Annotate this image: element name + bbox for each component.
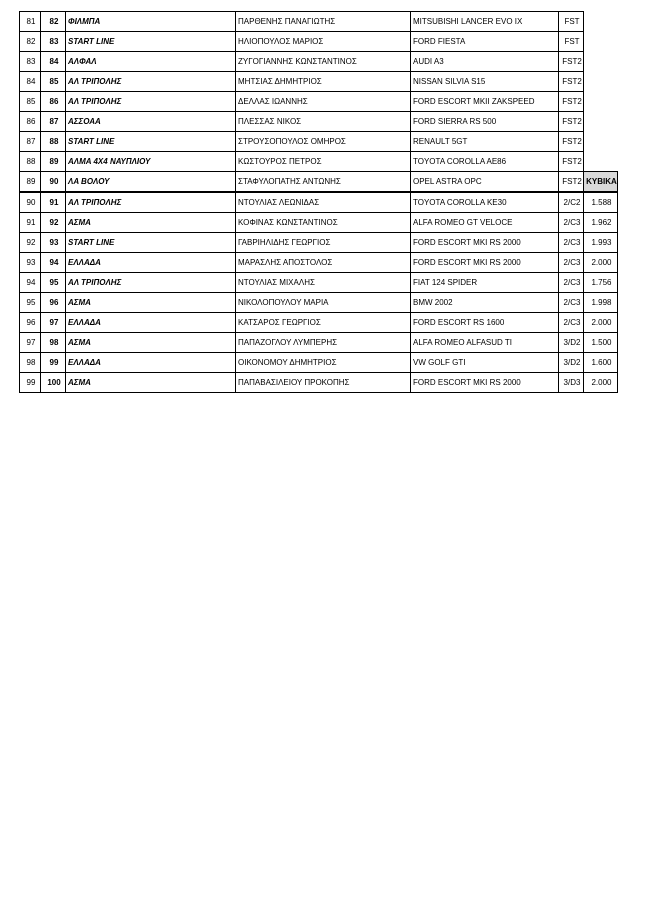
empty-cell xyxy=(584,152,618,172)
driver-name-cell: ΚΩΣΤΟΥΡΟΣ ΠΕΤΡΟΣ xyxy=(236,152,411,172)
empty-cell xyxy=(584,92,618,112)
driver-name-cell: ΗΛΙΟΠΟΥΛΟΣ ΜΑΡΙΟΣ xyxy=(236,32,411,52)
club-name-cell: ΑΛ ΤΡΙΠΟΛΗΣ xyxy=(66,192,236,213)
car-model-cell: RENAULT 5GT xyxy=(411,132,559,152)
row-index-cell: 93 xyxy=(20,253,41,273)
row-index-cell: 84 xyxy=(20,72,41,92)
row-index-cell: 97 xyxy=(20,333,41,353)
row-index-cell: 94 xyxy=(20,273,41,293)
race-number-cell: 96 xyxy=(41,293,66,313)
empty-cell xyxy=(584,112,618,132)
car-model-cell: ALFA ROMEO ALFASUD TI xyxy=(411,333,559,353)
club-name-cell: ΑΛ ΤΡΙΠΟΛΗΣ xyxy=(66,92,236,112)
engine-cc-cell: 1.588 xyxy=(584,192,618,213)
entry-list-body xyxy=(20,12,618,393)
car-class-cell: 2/C3 xyxy=(559,313,584,333)
car-model-cell: FORD ESCORT RS 1600 xyxy=(411,313,559,333)
car-model-cell: TOYOTA COROLLA KE30 xyxy=(411,192,559,213)
row-index-cell: 83 xyxy=(20,52,41,72)
table-row xyxy=(20,192,618,213)
race-number-cell: 99 xyxy=(41,353,66,373)
car-model-cell: NISSAN SILVIA S15 xyxy=(411,72,559,92)
row-index-cell: 92 xyxy=(20,233,41,253)
engine-cc-cell: 2.000 xyxy=(584,373,618,393)
race-number-cell: 87 xyxy=(41,112,66,132)
club-name-cell: ΑΣΣΟΑΑ xyxy=(66,112,236,132)
race-number-cell: 84 xyxy=(41,52,66,72)
engine-cc-cell: 1.998 xyxy=(584,293,618,313)
table-row xyxy=(20,132,618,152)
car-class-cell: 2/C3 xyxy=(559,293,584,313)
car-class-cell: 2/C3 xyxy=(559,213,584,233)
car-class-cell: 2/C3 xyxy=(559,233,584,253)
club-name-cell: ΑΣΜΑ xyxy=(66,333,236,353)
table-row xyxy=(20,172,618,193)
car-model-cell: FIAT 124 SPIDER xyxy=(411,273,559,293)
car-model-cell: TOYOTA COROLLA AE86 xyxy=(411,152,559,172)
row-index-cell: 95 xyxy=(20,293,41,313)
car-model-cell: FORD ESCORT MKI RS 2000 xyxy=(411,373,559,393)
club-name-cell: ΑΣΜΑ xyxy=(66,373,236,393)
empty-cell xyxy=(584,12,618,32)
table-row xyxy=(20,12,618,32)
table-row xyxy=(20,253,618,273)
empty-cell xyxy=(584,132,618,152)
row-index-cell: 90 xyxy=(20,192,41,213)
empty-cell xyxy=(584,72,618,92)
table-row xyxy=(20,233,618,253)
driver-name-cell: ΝΤΟΥΛΙΑΣ ΛΕΩΝΙΔΑΣ xyxy=(236,192,411,213)
row-index-cell: 82 xyxy=(20,32,41,52)
car-model-cell: ALFA ROMEO GT VELOCE xyxy=(411,213,559,233)
club-name-cell: ΕΛΛΑΔΑ xyxy=(66,253,236,273)
row-index-cell: 88 xyxy=(20,152,41,172)
driver-name-cell: ΜΑΡΑΣΛΗΣ ΑΠΟΣΤΟΛΟΣ xyxy=(236,253,411,273)
car-class-cell: FST2 xyxy=(559,112,584,132)
table-row xyxy=(20,373,618,393)
car-class-cell: 2/C3 xyxy=(559,253,584,273)
club-name-cell: START LINE xyxy=(66,32,236,52)
driver-name-cell: ΟΙΚΟΝΟΜΟΥ ΔΗΜΗΤΡΙΟΣ xyxy=(236,353,411,373)
car-model-cell: BMW 2002 xyxy=(411,293,559,313)
driver-name-cell: ΠΑΠΑΖΟΓΛΟΥ ΛΥΜΠΕΡΗΣ xyxy=(236,333,411,353)
row-index-cell: 99 xyxy=(20,373,41,393)
car-model-cell: FORD SIERRA RS 500 xyxy=(411,112,559,132)
car-model-cell: OPEL ASTRA OPC xyxy=(411,172,559,193)
driver-name-cell: ΚΑΤΣΑΡΟΣ ΓΕΩΡΓΙΟΣ xyxy=(236,313,411,333)
club-name-cell: ΑΛΜΑ 4Χ4 ΝΑΥΠΛΙΟΥ xyxy=(66,152,236,172)
club-name-cell: ΑΛ ΤΡΙΠΟΛΗΣ xyxy=(66,72,236,92)
race-number-cell: 88 xyxy=(41,132,66,152)
race-number-cell: 97 xyxy=(41,313,66,333)
table-row xyxy=(20,92,618,112)
table-row xyxy=(20,353,618,373)
engine-cc-cell: 1.993 xyxy=(584,233,618,253)
car-class-cell: FST xyxy=(559,32,584,52)
car-model-cell: FORD ESCORT MKI RS 2000 xyxy=(411,233,559,253)
car-class-cell: FST2 xyxy=(559,172,584,193)
driver-name-cell: ΜΗΤΣΙΑΣ ΔΗΜΗΤΡΙΟΣ xyxy=(236,72,411,92)
car-model-cell: AUDI A3 xyxy=(411,52,559,72)
club-name-cell: ΕΛΛΑΔΑ xyxy=(66,313,236,333)
driver-name-cell: ΔΕΛΛΑΣ ΙΩΑΝΝΗΣ xyxy=(236,92,411,112)
table-row xyxy=(20,313,618,333)
car-model-cell: FORD ESCORT MKI RS 2000 xyxy=(411,253,559,273)
driver-name-cell: ΝΤΟΥΛΙΑΣ ΜΙΧΑΛΗΣ xyxy=(236,273,411,293)
car-class-cell: FST2 xyxy=(559,132,584,152)
race-number-cell: 93 xyxy=(41,233,66,253)
club-name-cell: START LINE xyxy=(66,132,236,152)
race-number-cell: 86 xyxy=(41,92,66,112)
engine-cc-cell: 2.000 xyxy=(584,253,618,273)
table-row xyxy=(20,213,618,233)
table-row xyxy=(20,293,618,313)
table-row xyxy=(20,72,618,92)
driver-name-cell: ΖΥΓΟΓΙΑΝΝΗΣ ΚΩΝΣΤΑΝΤΙΝΟΣ xyxy=(236,52,411,72)
race-number-cell: 90 xyxy=(41,172,66,193)
row-index-cell: 87 xyxy=(20,132,41,152)
row-index-cell: 81 xyxy=(20,12,41,32)
car-class-cell: FST2 xyxy=(559,72,584,92)
race-number-cell: 91 xyxy=(41,192,66,213)
race-number-cell: 85 xyxy=(41,72,66,92)
race-number-cell: 98 xyxy=(41,333,66,353)
car-class-cell: 2/C3 xyxy=(559,273,584,293)
driver-name-cell: ΝΙΚΟΛΟΠΟΥΛΟΥ ΜΑΡΙΑ xyxy=(236,293,411,313)
car-model-cell: MITSUBISHI LANCER EVO IX xyxy=(411,12,559,32)
club-name-cell: ΕΛΛΑΔΑ xyxy=(66,353,236,373)
entry-list-table xyxy=(19,11,618,393)
race-number-cell: 92 xyxy=(41,213,66,233)
car-class-cell: 3/D3 xyxy=(559,373,584,393)
row-index-cell: 98 xyxy=(20,353,41,373)
table-row xyxy=(20,273,618,293)
table-row xyxy=(20,152,618,172)
driver-name-cell: ΣΤΡΟΥΣΟΠΟΥΛΟΣ ΟΜΗΡΟΣ xyxy=(236,132,411,152)
empty-cell xyxy=(584,32,618,52)
club-name-cell: ΛΑ ΒΟΛΟΥ xyxy=(66,172,236,193)
car-class-cell: FST2 xyxy=(559,52,584,72)
table-row xyxy=(20,52,618,72)
driver-name-cell: ΚΟΦΙΝΑΣ ΚΩΝΣΤΑΝΤΙΝΟΣ xyxy=(236,213,411,233)
race-number-cell: 100 xyxy=(41,373,66,393)
club-name-cell: ΑΛ ΤΡΙΠΟΛΗΣ xyxy=(66,273,236,293)
engine-cc-header: ΚΥΒΙΚΑ xyxy=(584,172,618,193)
club-name-cell: ΑΛΦΑΛ xyxy=(66,52,236,72)
row-index-cell: 96 xyxy=(20,313,41,333)
row-index-cell: 86 xyxy=(20,112,41,132)
car-model-cell: VW GOLF GTI xyxy=(411,353,559,373)
engine-cc-cell: 1.962 xyxy=(584,213,618,233)
driver-name-cell: ΣΤΑΦΥΛΟΠΑΤΗΣ ΑΝΤΩΝΗΣ xyxy=(236,172,411,193)
table-row xyxy=(20,32,618,52)
car-class-cell: 3/D2 xyxy=(559,333,584,353)
car-model-cell: FORD ESCORT MKII ZAKSPEED xyxy=(411,92,559,112)
row-index-cell: 91 xyxy=(20,213,41,233)
driver-name-cell: ΠΛΕΣΣΑΣ ΝΙΚΟΣ xyxy=(236,112,411,132)
race-number-cell: 94 xyxy=(41,253,66,273)
car-class-cell: 2/C2 xyxy=(559,192,584,213)
club-name-cell: ΑΣΜΑ xyxy=(66,293,236,313)
club-name-cell: START LINE xyxy=(66,233,236,253)
car-class-cell: FST2 xyxy=(559,152,584,172)
empty-cell xyxy=(584,52,618,72)
club-name-cell: ΦΙΛΜΠΑ xyxy=(66,12,236,32)
table-row xyxy=(20,112,618,132)
engine-cc-cell: 1.500 xyxy=(584,333,618,353)
engine-cc-cell: 2.000 xyxy=(584,313,618,333)
car-model-cell: FORD FIESTA xyxy=(411,32,559,52)
row-index-cell: 85 xyxy=(20,92,41,112)
table-row xyxy=(20,333,618,353)
race-number-cell: 89 xyxy=(41,152,66,172)
row-index-cell: 89 xyxy=(20,172,41,193)
driver-name-cell: ΓΑΒΡΙΗΛΙΔΗΣ ΓΕΩΡΓΙΟΣ xyxy=(236,233,411,253)
race-number-cell: 82 xyxy=(41,12,66,32)
engine-cc-cell: 1.600 xyxy=(584,353,618,373)
car-class-cell: FST2 xyxy=(559,92,584,112)
driver-name-cell: ΠΑΡΘΕΝΗΣ ΠΑΝΑΓΙΩΤΗΣ xyxy=(236,12,411,32)
race-number-cell: 83 xyxy=(41,32,66,52)
club-name-cell: ΑΣΜΑ xyxy=(66,213,236,233)
engine-cc-cell: 1.756 xyxy=(584,273,618,293)
driver-name-cell: ΠΑΠΑΒΑΣΙΛΕΙΟΥ ΠΡΟΚΟΠΗΣ xyxy=(236,373,411,393)
race-number-cell: 95 xyxy=(41,273,66,293)
car-class-cell: 3/D2 xyxy=(559,353,584,373)
car-class-cell: FST xyxy=(559,12,584,32)
